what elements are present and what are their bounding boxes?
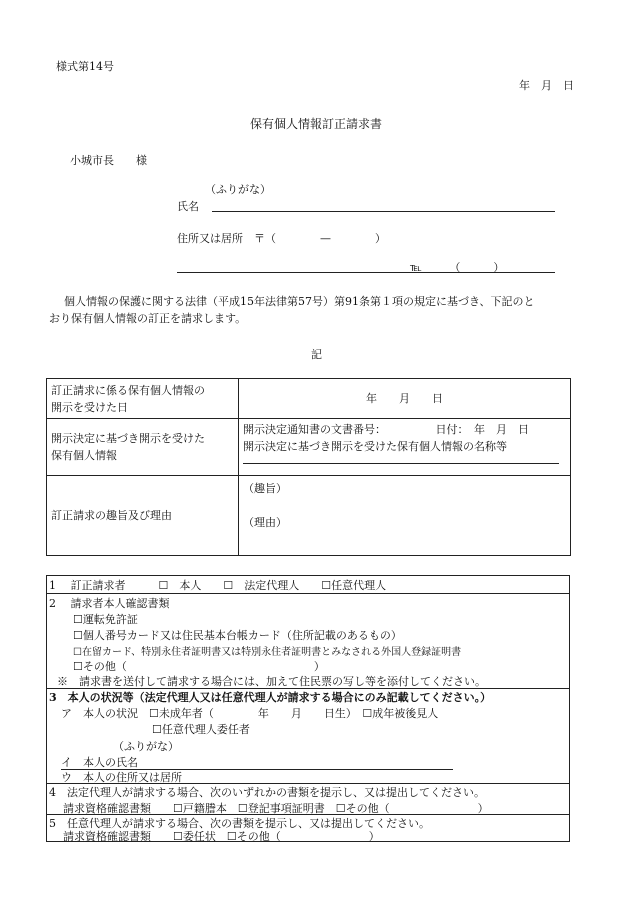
principal-address: ウ 本人の住所又は居所	[61, 771, 182, 784]
id-doc-license[interactable]: ☐運転免許証	[73, 613, 138, 626]
requester-type[interactable]: 1 訂正請求者 ☐ 本人 ☐ 法定代理人 ☐任意代理人	[49, 579, 387, 592]
requester-box	[46, 575, 570, 842]
ki-label: 記	[311, 348, 322, 361]
id-doc-mynumber[interactable]: ☐個人番号カード又は住民基本台帳カード（住所記載のあるもの）	[73, 629, 402, 642]
id-doc-residence[interactable]: ☐在留カード、特別永住者証明書又は特別永住者証明書とみなされる外国人登録証明書	[73, 647, 462, 658]
voluntary-rep-docs[interactable]: 請求資格確認書類 ☐委任状 ☐その他（ ）	[63, 830, 380, 843]
voluntary-rep-heading: 5 任意代理人が請求する場合、次の書類を提示し、又は提出してください。	[49, 817, 430, 830]
reason-value[interactable]: （趣旨） （理由）	[239, 476, 571, 556]
id-doc-other[interactable]: ☐その他（ ）	[73, 660, 325, 673]
addressee: 小城市長 様	[70, 154, 147, 167]
principal-status-heading: 3 本人の状況等（法定代理人又は任意代理人が請求する場合にのみ記載してください。）	[49, 691, 492, 704]
page-title: 保有個人情報訂正請求書	[250, 117, 383, 131]
address-label: 住所又は居所 〒（ — ）	[177, 232, 386, 245]
legal-rep-heading: 4 法定代理人が請求する場合、次のいずれかの書類を提示し、又は提出してください。	[49, 786, 485, 799]
request-table	[46, 378, 571, 556]
intro-line-2: おり保有個人情報の訂正を請求します。	[49, 312, 247, 325]
id-docs-heading: 2 請求者本人確認書類	[49, 597, 170, 610]
reason-label: 訂正請求の趣旨及び理由	[47, 476, 239, 556]
id-doc-note: ※ 請求書を送付して請求する場合には、加えて住民票の写し等を添付してください。	[57, 675, 486, 688]
legal-rep-docs[interactable]: 請求資格確認書類 ☐戸籍謄本 ☐登記事項証明書 ☐その他（ ）	[63, 802, 489, 815]
name-field[interactable]	[212, 211, 555, 212]
tel-label: ℡ （ ）	[410, 261, 505, 274]
principal-status-proxy[interactable]: ☐任意代理人委任者	[152, 723, 250, 736]
info-label: 開示決定に基づき開示を受けた 保有個人情報	[47, 419, 239, 476]
principal-furigana: （ふりがな）	[113, 740, 179, 753]
date-header: 年 月 日	[519, 79, 574, 92]
name-label: 氏名	[177, 200, 199, 213]
form-number: 様式第14号	[56, 60, 114, 73]
intro-line-1: 個人情報の保護に関する法律（平成15年法律第57号）第91条第１項の規定に基づき、下記のと	[64, 295, 535, 308]
furigana-label: （ふりがな）	[205, 183, 271, 196]
received-date-value[interactable]: 年 月 日	[239, 379, 571, 419]
received-date-label: 訂正請求に係る保有個人情報の 開示を受けた日	[47, 379, 239, 419]
principal-status[interactable]: ア 本人の状況 ☐未成年者（ 年 月 日生） ☐成年被後見人	[61, 707, 439, 720]
info-value[interactable]: 開示決定通知書の文書番号： 日付： 年 月 日 開示決定に基づき開示を受けた保有個人情報の名称等	[239, 419, 571, 476]
principal-name: イ 本人の氏名	[61, 756, 138, 769]
